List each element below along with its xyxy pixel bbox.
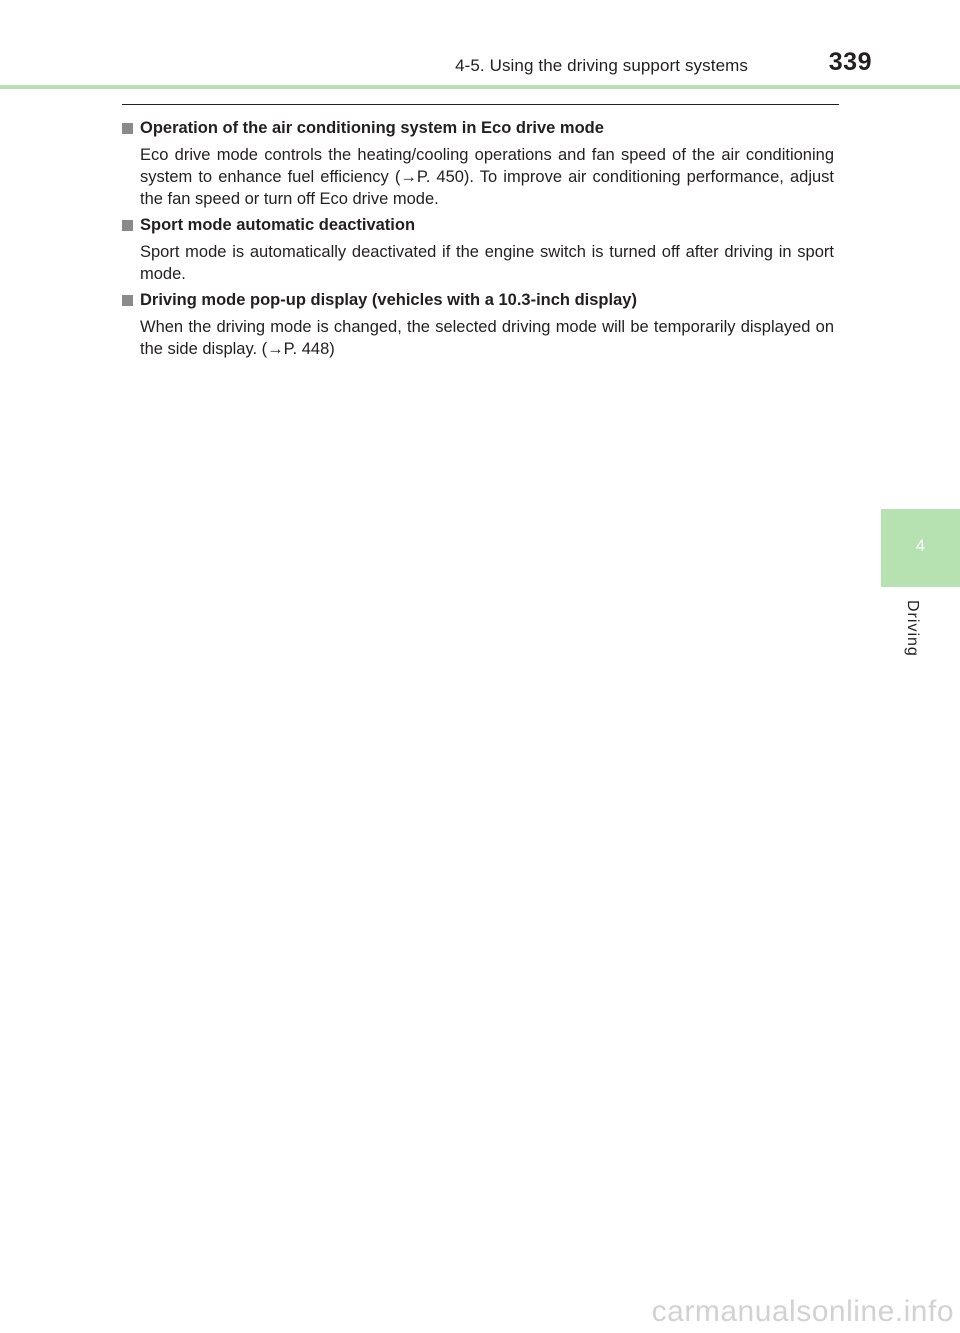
- chapter-tab: [881, 509, 960, 587]
- item-heading: [122, 214, 834, 237]
- item-heading-text: Driving mode pop-up display (vehicles with a 10.3-inch display): [140, 291, 637, 309]
- chapter-label: Driving: [904, 600, 921, 657]
- item-heading-text: Operation of the air conditioning system in Eco drive mode: [140, 119, 604, 137]
- main-content: [122, 117, 834, 364]
- item-body: Sport mode is automatically deactivated if the engine switch is turned off after driving in sport mode.: [140, 243, 834, 283]
- item-body: When the driving mode is changed, the selected driving mode will be temporarily displayed on the side display. (→P. 448): [140, 318, 834, 358]
- header-divider: [0, 85, 960, 89]
- item-heading-text: Sport mode automatic deactivation: [140, 216, 416, 234]
- content-divider: [122, 104, 839, 105]
- item-heading: [122, 289, 834, 312]
- item-body: Eco drive mode controls the heating/cooling operations and fan speed of the air conditioning system to enhance fuel efficiency (→P. 450). To improve air conditioning performance, adjust the fan speed or turn off Eco drive mode.: [140, 146, 834, 208]
- page-number: 339: [828, 48, 872, 76]
- watermark: carmanualsonline.info: [651, 1295, 954, 1328]
- list-item: [122, 117, 834, 210]
- list-item: [122, 214, 834, 285]
- item-heading: [122, 117, 834, 140]
- section-title: 4-5. Using the driving support systems: [455, 56, 748, 75]
- page-header: [0, 0, 960, 90]
- square-bullet-icon: [122, 123, 133, 134]
- square-bullet-icon: [122, 295, 133, 306]
- chapter-number: 4: [915, 536, 926, 555]
- square-bullet-icon: [122, 220, 133, 231]
- list-item: [122, 289, 834, 360]
